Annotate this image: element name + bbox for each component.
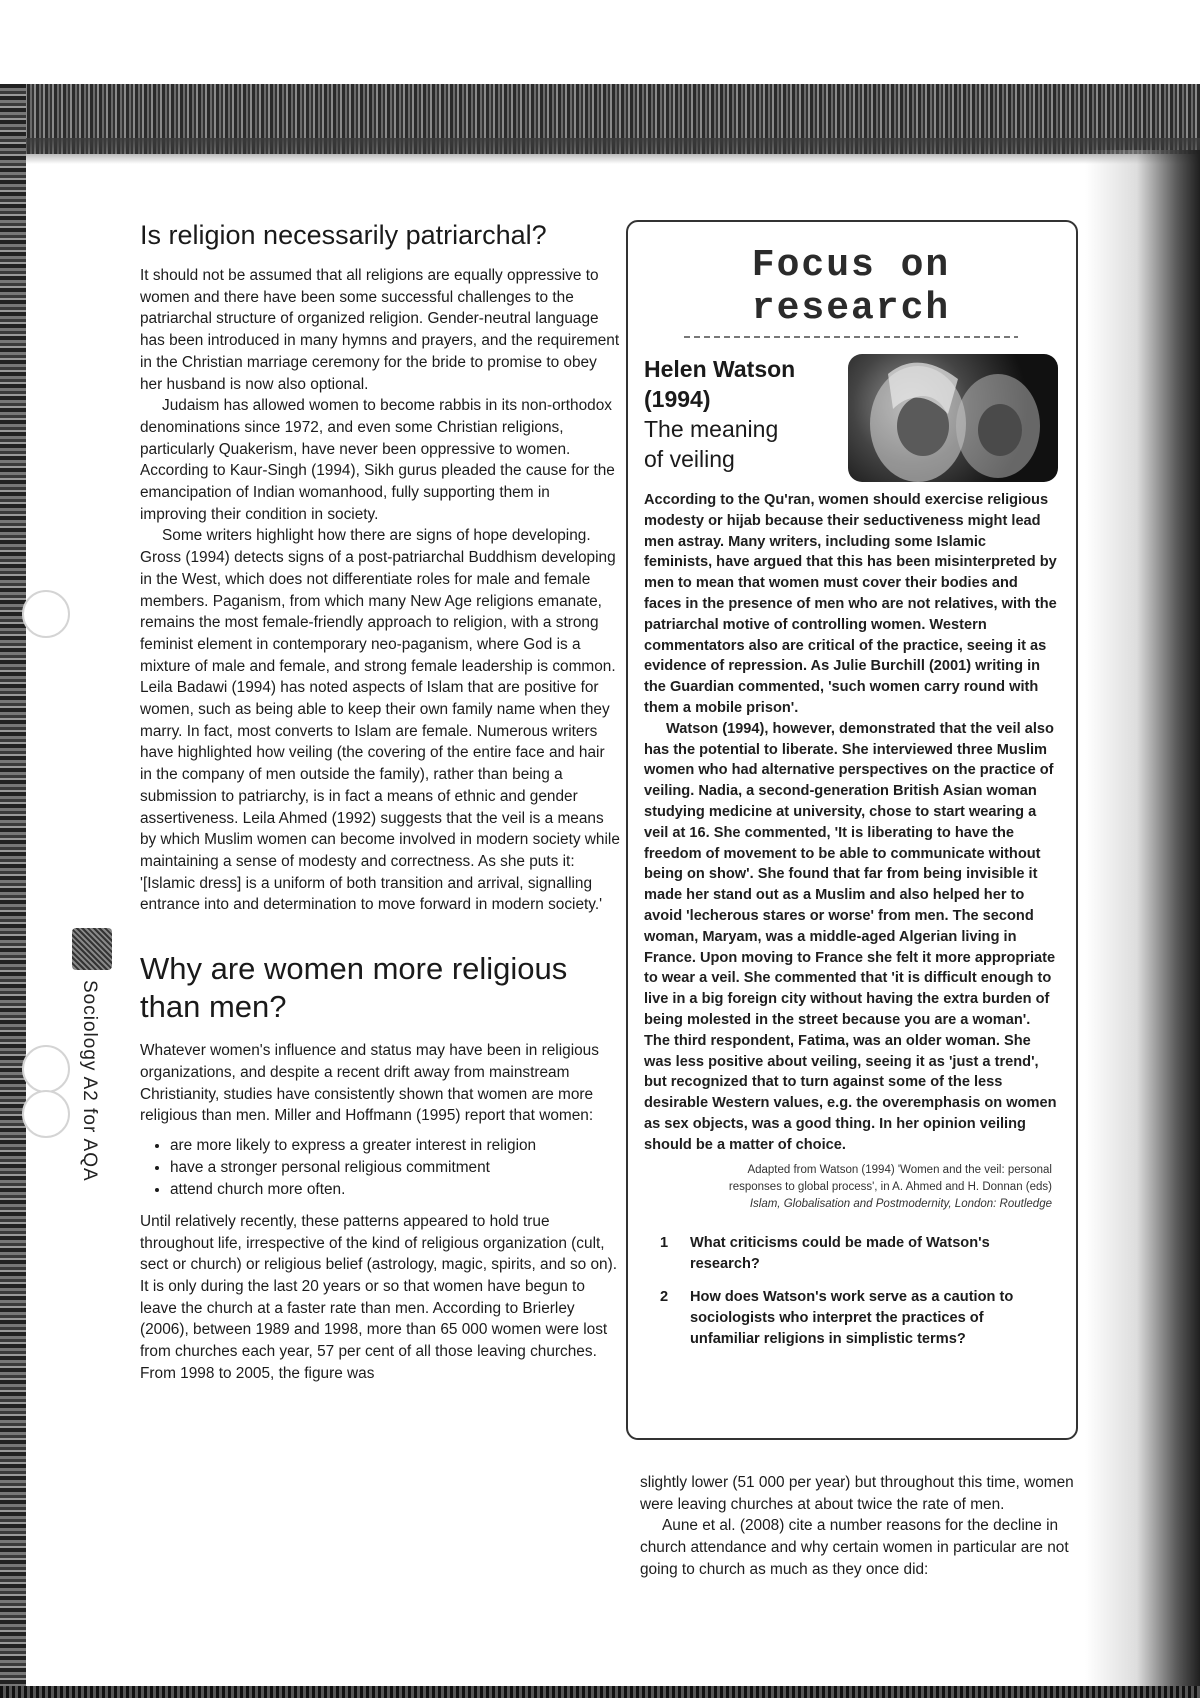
- paragraph: According to the Qu'ran, women should exercise religious modesty or hijab because their seductiveness might lead men astray. Many writers, including some Islamic feminists, have argued that this has been misinterpreted by men to mean that women must cover their bodies and faces in the presence of men who are not relatives, with the patriarchal motive of controlling women. Western commentators also are critical of the practice, seeing it as evidence of repression. As Julie Burchill (2001) writing in the Guardian commented, 'such women carry round with them a mobile prison'.: [644, 492, 1057, 716]
- paragraph: Until relatively recently, these patterns appeared to hold true throughout life, irrespective of the kind of religious organization (cult, sect or church) or religious belief (astrology, magic, spirits, and so on). It is only during the last 20 years or so that women have begun to leave the church at a faster rate than men. According to Brierley (2006), between 1989 and 1998, more than 65 000 women were lost from churches each year, 57 per cent of all those leaving churches. From 1998 to 2005, the figure was: [140, 1212, 618, 1382]
- punch-hole: [22, 1090, 70, 1138]
- research-header: [644, 354, 1058, 482]
- focus-on-research-box: [626, 220, 1078, 1440]
- focus-title: Focus on research: [751, 244, 951, 330]
- scan-border-bottom: [0, 1686, 1200, 1698]
- page-tab-marker: [72, 928, 112, 970]
- citation-line: responses to global process', in A. Ahmed and H. Donnan (eds): [728, 1180, 1052, 1193]
- scan-shadow-top: [0, 138, 1200, 164]
- question-item: [660, 1287, 1030, 1350]
- list-item: • attend church more often.: [170, 1179, 620, 1201]
- paragraph: Aune et al. (2008) cite a number reasons for the decline in church attendance and why certain women in particular are not going to church as much as they once did:: [640, 1517, 1069, 1578]
- question-item: [660, 1233, 1030, 1275]
- right-column-continuation: [640, 1472, 1080, 1581]
- paragraph: slightly lower (51 000 per year) but throughout this time, women were leaving churches at about twice the rate of men.: [640, 1474, 1074, 1513]
- list-item: • have a stronger personal religious commitment: [170, 1157, 620, 1179]
- bullet-list: [140, 1135, 620, 1201]
- punch-hole: [22, 590, 70, 638]
- question-text: What criticisms could be made of Watson's research?: [690, 1234, 990, 1272]
- focus-body: [644, 490, 1058, 1156]
- running-label: Sociology A2 for AQA: [79, 980, 100, 1182]
- heading-patriarchal: Is religion necessarily patriarchal?: [140, 220, 547, 250]
- paragraph: Some writers highlight how there are signs of hope developing. Gross (1994) detects signs of a post-patriarchal Buddhism developing in the West, which does not differentiate roles for male and female members. Paganism, from which many New Age religions emanate, remains the most female-friendly approach to religion, with a strong feminist element in contemporary neo-paganism, where God is a mixture of male and female, and strong female leadership is common. Leila Badawi (1994) has noted aspects of Islam that are positive for women, such as being able to keep their own family name when they marry. In fact, most converts to Islam are female. Numerous writers have highlighted how veiling (the covering of the entire face and hair in the company of men outside the family), rather than being a submission to patriarchy, is in fact a means of ethnic and gender assertiveness. Leila Ahmed (1992) suggests that the veil is a means by which Muslim women can become involved in modern society while maintaining a sense of modesty and correctness. As she puts it: '[Islamic dress] is a uniform of both transition and arrival, signalling entrance into and determination to move forward in modern society.': [140, 527, 620, 914]
- paragraph: Watson (1994), however, demonstrated that the veil also has the potential to liberate. She interviewed three Muslim women who had alternative perspectives on the practice of veiling. Nadia, a second-generation British Asian woman studying medicine at university, chose to start wearing a veil at 16. She commented, 'It is liberating to have the freedom of movement to be able to communicate without being on show'. She found that far from being invisible it made her stand out as a Muslim and also helped her to avoid 'lecherous stares or worse' from men. The second woman, Maryam, was a middle-aged Algerian living in France. Upon moving to France she felt it more appropriate to wear a veil. She commented that 'it is difficult enough to live in a big foreign city without having the extra burden of being molested in the street because you are a woman'. The third respondent, Fatima, was an older woman. She was less positive about veiling, seeing it as 'just a trend', but recognized that to turn against some of the less desirable Western values, e.g. the overemphasis on women as sex objects, was a good thing. In her opinion veiling should be a matter of choice.: [644, 720, 1057, 1153]
- research-name-block: [644, 354, 795, 474]
- question-list: [644, 1233, 1058, 1350]
- list-item: • are more likely to express a greater interest in religion: [170, 1135, 620, 1157]
- citation-line: Islam, Globalisation and Postmodernity, London: Routledge: [749, 1197, 1052, 1210]
- research-year: (1994): [644, 386, 711, 412]
- veiled-women-photo: [848, 354, 1058, 482]
- question-number: 2: [660, 1288, 669, 1305]
- paragraph: Judaism has allowed women to become rabbis in its non-orthodox denominations since 1972, and even some Christian religions, particularly Quakerism, have never been oppressive to women. According to Kaur-Singh (1994), Sikh gurus pleaded the cause for the emancipation of Indian womanhood, fully supporting them in improving their condition in society.: [140, 397, 615, 523]
- scan-border-left: [0, 84, 26, 1698]
- left-column: [140, 220, 620, 1385]
- paragraph: Whatever women's influence and status may have been in religious organizations, and despite a recent drift away from mainstream Christianity, studies have consistently shown that women are more religious than men. Miller and Hoffmann (1995) report that women:: [140, 1042, 599, 1125]
- question-number: 1: [660, 1234, 669, 1251]
- question-text: How does Watson's work serve as a caution to sociologists who interpret the practices of unfamiliar religions in simplistic terms?: [690, 1288, 1014, 1347]
- title-underline: [684, 336, 1018, 338]
- punch-hole: [22, 1045, 70, 1093]
- heading-women-religious: Why are women more religious than men?: [140, 951, 568, 1025]
- research-subtitle: The meaning: [644, 416, 779, 442]
- paragraph: It should not be assumed that all religions are equally oppressive to women and there have been some successful challenges to the patriarchal structure of organized religion. Gender-neutral language has been introduced in many hymns and prayers, and the requirement in the Christian marriage ceremony for the bride to promise to obey her husband is now also optional.: [140, 267, 620, 393]
- researcher-name: Helen Watson: [644, 356, 796, 382]
- scan-shadow-right: [1085, 150, 1200, 1698]
- citation: [644, 1162, 1052, 1213]
- citation-line: Adapted from Watson (1994) 'Women and the veil: personal: [747, 1163, 1052, 1176]
- research-subtitle: of veiling: [644, 446, 735, 472]
